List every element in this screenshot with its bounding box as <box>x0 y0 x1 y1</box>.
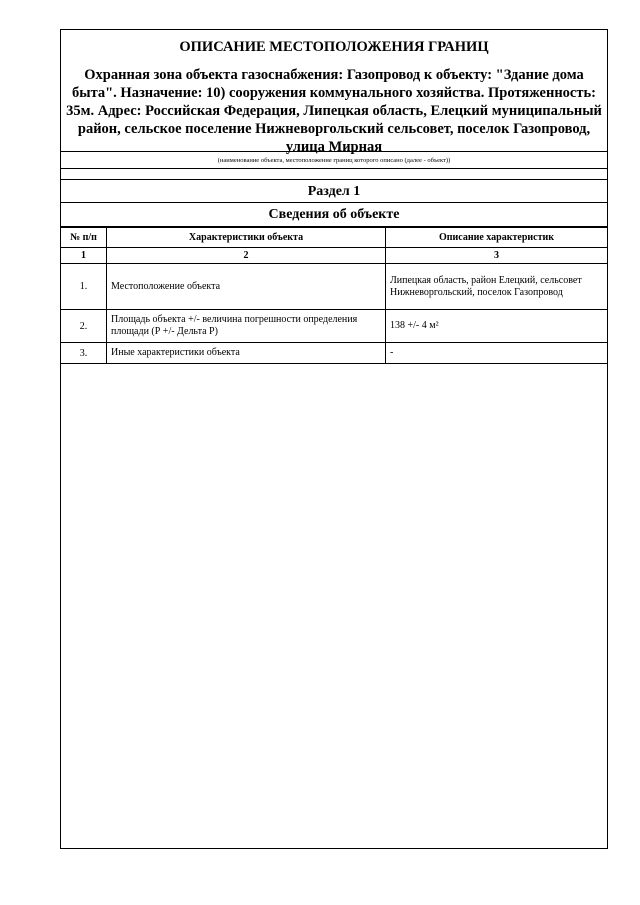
column-number-row <box>61 248 607 264</box>
section-title: Раздел 1 <box>61 180 607 203</box>
document-title: ОПИСАНИЕ МЕСТОПОЛОЖЕНИЯ ГРАНИЦ <box>179 39 489 55</box>
row-number: 3. <box>61 343 107 364</box>
header-description: Описание характеристик <box>386 228 608 248</box>
table-row <box>61 264 607 310</box>
column-number: 3 <box>386 248 608 264</box>
row-characteristic: Площадь объекта +/- величина погрешности определения площади (Р +/- Дельта Р) <box>107 310 386 343</box>
header-number: № п/п <box>61 228 107 248</box>
object-caption: (наименование объекта, местоположение границ которого описано (далее - объект)) <box>61 152 607 169</box>
row-description: 138 +/- 4 м² <box>386 310 608 343</box>
document-frame <box>60 29 608 849</box>
header-characteristic: Характеристики объекта <box>107 228 386 248</box>
object-info-table <box>61 227 607 364</box>
title-block <box>61 30 607 155</box>
table-row <box>61 310 607 343</box>
row-characteristic: Иные характеристики объекта <box>107 343 386 364</box>
table-row <box>61 343 607 364</box>
row-number: 1. <box>61 264 107 310</box>
row-description: - <box>386 343 608 364</box>
spacer-row <box>61 169 607 180</box>
row-number: 2. <box>61 310 107 343</box>
object-name: Охранная зона объекта газоснабжения: Газопровод к объекту: "Здание дома быта". Назначение: 10) сооружения коммунального хозяйства. Протяженность: 35м. Адрес: Российская Федерация, Липецкая область, Елецкий муниципальный район, сельское поселение Нижневоргольский сельсовет, поселок Газопровод, улица Мирная <box>66 67 602 155</box>
column-number: 2 <box>107 248 386 264</box>
table-header-row <box>61 228 607 248</box>
section-subtitle: Сведения об объекте <box>61 203 607 227</box>
row-description: Липецкая область, район Елецкий, сельсовет Нижневоргольский, поселок Газопровод <box>386 264 608 310</box>
column-number: 1 <box>61 248 107 264</box>
row-characteristic: Местоположение объекта <box>107 264 386 310</box>
